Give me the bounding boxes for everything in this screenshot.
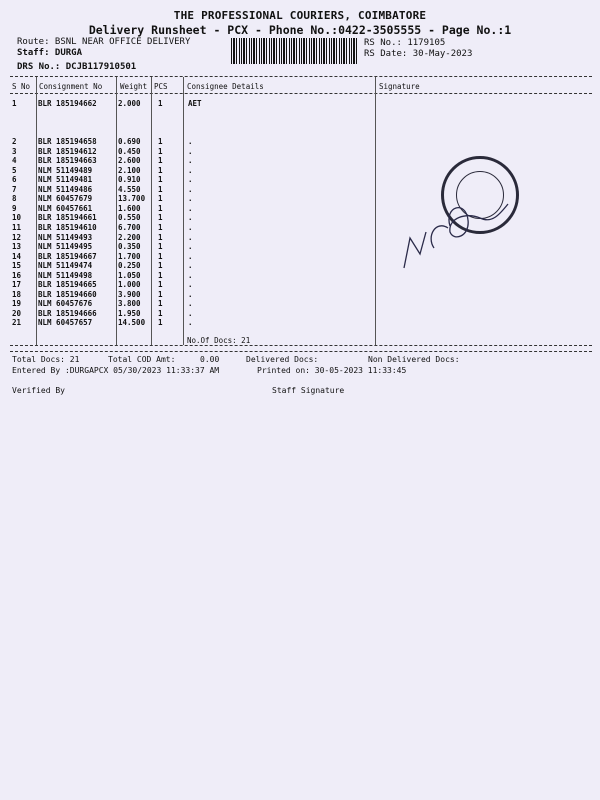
row-pcs: 1 <box>158 194 163 204</box>
row-sno: 19 <box>12 299 22 309</box>
row-consignment-no: BLR 185194663 <box>38 156 97 166</box>
row-weight: 2.100 <box>118 165 141 175</box>
row-pcs: 1 <box>158 318 163 328</box>
staff-label: Staff: DURGA <box>17 48 83 58</box>
row-sno: 6 <box>12 175 17 185</box>
row-sno: 16 <box>12 270 22 280</box>
row-weight: 13.700 <box>118 194 146 204</box>
row-weight: 2.000 <box>118 99 141 108</box>
row-weight: 1.700 <box>118 251 141 261</box>
row-consignment-no: BLR 185194662 <box>38 99 97 108</box>
row-weight: 2.200 <box>118 232 141 242</box>
non-delivered-docs: Non Delivered Docs: <box>368 355 460 364</box>
row-pcs: 1 <box>158 270 163 280</box>
row-consignee-details: . <box>188 251 193 261</box>
row-consignee-details: . <box>188 280 193 290</box>
row-sno: 7 <box>12 184 17 194</box>
row-pcs: 1 <box>158 299 163 309</box>
row-consignee-details: . <box>188 213 193 223</box>
table-top-rule <box>10 76 592 77</box>
row-consignment-no: BLR 185194667 <box>38 251 97 261</box>
row-consignment-no: BLR 185194612 <box>38 146 97 156</box>
row-weight: 6.700 <box>118 222 141 232</box>
row-consignee-details: AET <box>188 99 202 108</box>
barcode-image <box>231 38 359 64</box>
route-label: Route: BSNL NEAR OFFICE DELIVERY <box>17 37 191 47</box>
row-sno: 3 <box>12 146 17 156</box>
row-consignee-details: . <box>188 137 193 146</box>
row-consignee-details: . <box>188 146 193 156</box>
row-consignee-details: . <box>188 203 193 213</box>
row-consignment-no: NLM 51149474 <box>38 261 93 271</box>
row-consignee-details: . <box>188 242 193 252</box>
col-divider <box>375 77 376 345</box>
entered-by: Entered By :DURGAPCX 05/30/2023 11:33:37 AM <box>12 366 220 375</box>
row-weight: 0.250 <box>118 261 141 271</box>
row-consignee-details: . <box>188 222 193 232</box>
row-pcs: 1 <box>158 280 163 290</box>
row-consignment-no: BLR 185194666 <box>38 308 97 318</box>
table-header-rule <box>10 93 592 94</box>
row-weight: 3.800 <box>118 299 141 309</box>
row-sno: 8 <box>12 194 17 204</box>
row-pcs: 1 <box>158 222 163 232</box>
row-consignment-no: BLR 185194665 <box>38 280 97 290</box>
row-pcs: 1 <box>158 213 163 223</box>
row-pcs: 1 <box>158 156 163 166</box>
row-weight: 4.550 <box>118 184 141 194</box>
row-consignment-no: NLM 51149493 <box>38 232 93 242</box>
table-bottom-rule-2 <box>10 351 592 352</box>
rs-number: RS No.: 1179105 <box>364 38 446 48</box>
staff-signature: Staff Signature <box>272 386 345 395</box>
row-pcs: 1 <box>158 146 163 156</box>
row-consignment-no: BLR 185194658 <box>38 137 97 146</box>
col-pcs: PCS <box>154 82 168 91</box>
row-consignee-details: . <box>188 270 193 280</box>
col-divider <box>36 77 37 345</box>
row-weight: 1.050 <box>118 270 141 280</box>
row-sno: 2 <box>12 137 17 146</box>
row-pcs: 1 <box>158 184 163 194</box>
col-divider <box>183 77 184 345</box>
row-weight: 1.950 <box>118 308 141 318</box>
row-consignee-details: . <box>188 165 193 175</box>
row-sno: 9 <box>12 203 17 213</box>
row-sno: 12 <box>12 232 22 242</box>
row-consignment-no: NLM 60457679 <box>38 194 93 204</box>
row-pcs: 1 <box>158 242 163 252</box>
row-weight: 3.900 <box>118 289 141 299</box>
row-sno: 17 <box>12 280 22 290</box>
rs-date: RS Date: 30-May-2023 <box>364 49 473 59</box>
col-signature: Signature <box>379 82 420 91</box>
row-pcs: 1 <box>158 203 163 213</box>
verified-by: Verified By <box>12 386 65 395</box>
company-title: THE PROFESSIONAL COURIERS, COIMBATORE <box>173 9 427 22</box>
row-consignment-no: NLM 51149498 <box>38 270 93 280</box>
row-consignee-details: . <box>188 232 193 242</box>
row-weight: 1.000 <box>118 280 141 290</box>
row-weight: 0.690 <box>118 137 141 146</box>
row-weight: 0.550 <box>118 213 141 223</box>
row-consignment-no: NLM 60457676 <box>38 299 93 309</box>
row-consignee-details: . <box>188 318 193 328</box>
no-of-docs: No.Of Docs: 21 <box>187 336 251 345</box>
row-pcs: 1 <box>158 308 163 318</box>
row-consignment-no: NLM 51149481 <box>38 175 93 185</box>
runsheet-subtitle: Delivery Runsheet - PCX - Phone No.:0422-3505555 - Page No.:1 <box>88 23 512 37</box>
row-sno: 18 <box>12 289 22 299</box>
row-pcs: 1 <box>158 289 163 299</box>
col-divider <box>116 77 117 345</box>
row-consignee-details: . <box>188 289 193 299</box>
printed-on: Printed on: 30-05-2023 11:33:45 <box>257 366 407 375</box>
table-bottom-rule <box>10 345 592 346</box>
total-docs: Total Docs: 21 <box>12 355 80 364</box>
row-sno: 20 <box>12 308 22 318</box>
row-consignee-details: . <box>188 261 193 271</box>
col-divider <box>151 77 152 345</box>
row-consignee-details: . <box>188 299 193 309</box>
row-consignment-no: NLM 60457657 <box>38 318 93 328</box>
handwritten-signature <box>396 188 526 278</box>
drs-number: DRS No.: DCJB117910501 <box>17 62 137 72</box>
row-weight: 0.450 <box>118 146 141 156</box>
col-consignment: Consignment No <box>39 82 103 91</box>
row-pcs: 1 <box>158 232 163 242</box>
total-cod-value: 0.00 <box>200 355 220 364</box>
total-cod-label: Total COD Amt: <box>108 355 176 364</box>
row-consignee-details: . <box>188 184 193 194</box>
row-consignment-no: BLR 185194610 <box>38 222 97 232</box>
row-sno: 21 <box>12 318 22 328</box>
row-sno: 15 <box>12 261 22 271</box>
col-consignee-details: Consignee Details <box>187 82 264 91</box>
row-pcs: 1 <box>158 261 163 271</box>
row-sno: 1 <box>12 99 17 108</box>
row-pcs: 1 <box>158 251 163 261</box>
row-weight: 2.600 <box>118 156 141 166</box>
col-weight: Weight <box>120 82 148 91</box>
delivered-docs: Delivered Docs: <box>246 355 319 364</box>
row-consignment-no: NLM 60457661 <box>38 203 93 213</box>
row-consignment-no: BLR 185194660 <box>38 289 97 299</box>
row-pcs: 1 <box>158 137 163 146</box>
row-sno: 11 <box>12 222 22 232</box>
row-sno: 4 <box>12 156 17 166</box>
row-consignee-details: . <box>188 308 193 318</box>
row-consignment-no: NLM 51149489 <box>38 165 93 175</box>
row-consignment-no: NLM 51149486 <box>38 184 93 194</box>
col-sno: S No <box>12 82 31 91</box>
row-pcs: 1 <box>158 175 163 185</box>
row-consignment-no: BLR 185194661 <box>38 213 97 223</box>
row-sno: 10 <box>12 213 22 223</box>
row-consignment-no: NLM 51149495 <box>38 242 93 252</box>
row-pcs: 1 <box>158 165 163 175</box>
row-consignee-details: . <box>188 194 193 204</box>
row-pcs: 1 <box>158 99 163 108</box>
row-sno: 14 <box>12 251 22 261</box>
row-weight: 0.350 <box>118 242 141 252</box>
row-sno: 5 <box>12 165 17 175</box>
row-sno: 13 <box>12 242 22 252</box>
row-consignee-details: . <box>188 156 193 166</box>
row-weight: 1.600 <box>118 203 141 213</box>
row-consignee-details: . <box>188 175 193 185</box>
row-weight: 14.500 <box>118 318 146 328</box>
row-weight: 0.910 <box>118 175 141 185</box>
